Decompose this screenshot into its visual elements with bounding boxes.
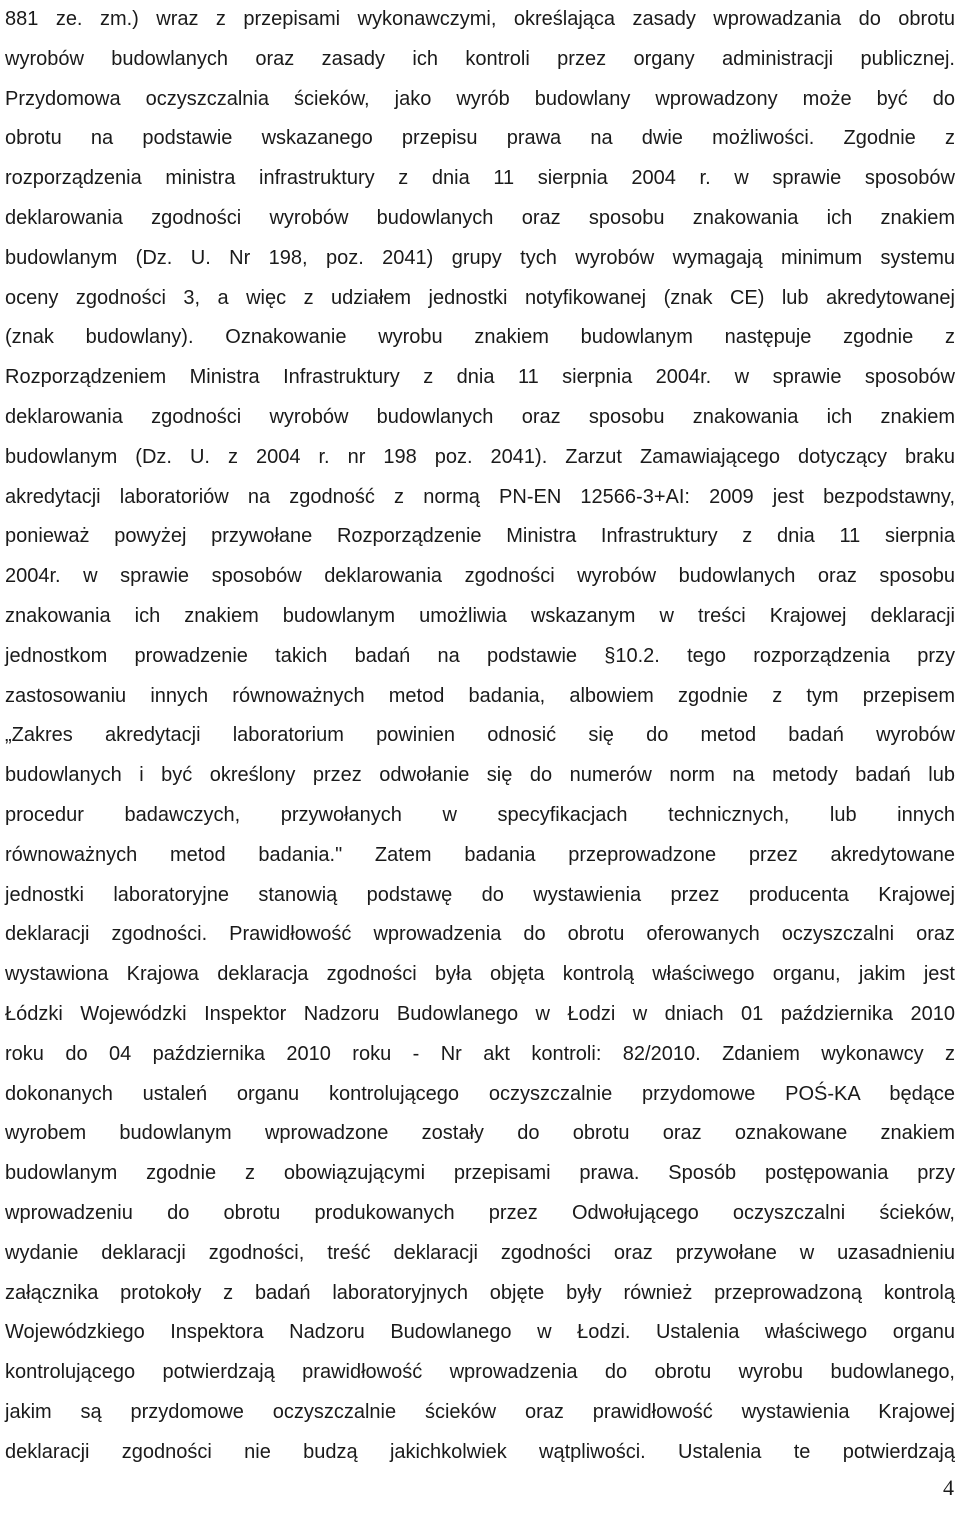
page-number: 4 — [943, 1475, 954, 1500]
text-line: procedur badawczych, przywołanych w specyfikacjach technicznych, lub innych — [5, 803, 955, 826]
text-line: deklaracji zgodności. Prawidłowość wprowadzenia do obrotu oferowanych oczyszczalni oraz — [5, 923, 955, 946]
text-line: (znak budowlany). Oznakowanie wyrobu znakiem budowlanym następuje zgodnie z — [5, 326, 955, 349]
text-line: jednostki laboratoryjne stanowią podstawę do wystawienia przez producenta Krajowej — [5, 883, 955, 906]
text-line: deklarowania zgodności wyrobów budowlanych oraz sposobu znakowania ich znakiem — [5, 206, 955, 229]
text-line: deklaracji zgodności nie budzą jakichkolwiek wątpliwości. Ustalenia te potwierdzają — [5, 1440, 955, 1463]
text-line: 881 ze. zm.) wraz z przepisami wykonawczymi, określająca zasady wprowadzania do obrotu — [5, 8, 955, 30]
text-line: jednostkom prowadzenie takich badań na podstawie §10.2. tego rozporządzenia przy — [5, 644, 955, 667]
text-line: wystawiona Krajowa deklaracja zgodności była objęta kontrolą właściwego organu, jakim jest — [5, 963, 955, 986]
text-line: dokonanych ustaleń organu kontrolującego oczyszczalnie przydomowe POŚ-KA będące — [5, 1082, 955, 1105]
text-line: wyrobem budowlanym wprowadzone zostały do obrotu oraz oznakowane znakiem — [5, 1122, 955, 1145]
text-line: budowlanym (Dz. U. Nr 198, poz. 2041) grupy tych wyrobów wymagają minimum systemu — [5, 246, 955, 269]
text-line: ponieważ powyżej przywołane Rozporządzenie Ministra Infrastruktury z dnia 11 sierpnia — [5, 525, 955, 548]
text-line: budowlanym zgodnie z obowiązującymi przepisami prawa. Sposób postępowania przy — [5, 1162, 955, 1185]
text-line: wyrobów budowlanych oraz zasady ich kontroli przez organy administracji publicznej. — [5, 47, 955, 70]
text-line: Łódzki Wojewódzki Inspektor Nadzoru Budowlanego w Łodzi w dniach 01 października 2010 — [5, 1002, 955, 1025]
text-line: Rozporządzeniem Ministra Infrastruktury z dnia 11 sierpnia 2004r. w sprawie sposobów — [5, 366, 955, 389]
text-line: wprowadzeniu do obrotu produkowanych przez Odwołującego oczyszczalni ścieków, — [5, 1201, 955, 1224]
text-line: akredytacji laboratoriów na zgodność z normą PN-EN 12566-3+AI: 2009 jest bezpodstawny, — [5, 485, 955, 508]
text-line: równoważnych metod badania." Zatem badania przeprowadzone przez akredytowane — [5, 843, 955, 866]
text-line: budowlanych i być określony przez odwołanie się do numerów norm na metody badań lub — [5, 764, 955, 787]
text-line: znakowania ich znakiem budowlanym umożliwia wskazanym w treści Krajowej deklaracji — [5, 604, 955, 627]
text-line: rozporządzenia ministra infrastruktury z dnia 11 sierpnia 2004 r. w sprawie sposobów — [5, 167, 955, 190]
text-line: budowlanym (Dz. U. z 2004 r. nr 198 poz. 2041). Zarzut Zamawiającego dotyczący braku — [5, 445, 955, 468]
text-line: jakim są przydomowe oczyszczalnie ścieków oraz prawidłowość wystawienia Krajowej — [5, 1400, 955, 1423]
text-line: wydanie deklaracji zgodności, treść deklaracji zgodności oraz przywołane w uzasadnieniu — [5, 1241, 955, 1264]
text-line: kontrolującego potwierdzają prawidłowość wprowadzenia do obrotu wyrobu budowlanego, — [5, 1361, 955, 1384]
text-line: Przydomowa oczyszczalnia ścieków, jako wyrób budowlany wprowadzony może być do — [5, 87, 955, 110]
text-line: 2004r. w sprawie sposobów deklarowania zgodności wyrobów budowlanych oraz sposobu — [5, 565, 955, 588]
text-line: załącznika protokoły z badań laboratoryjnych objęte były również przeprowadzoną kontrolą — [5, 1281, 955, 1304]
text-line: Wojewódzkiego Inspektora Nadzoru Budowlanego w Łodzi. Ustalenia właściwego organu — [5, 1321, 955, 1344]
text-line: obrotu na podstawie wskazanego przepisu prawa na dwie możliwości. Zgodnie z — [5, 127, 955, 150]
text-line: roku do 04 października 2010 roku - Nr akt kontroli: 82/2010. Zdaniem wykonawcy z — [5, 1042, 955, 1065]
text-line: oceny zgodności 3, a więc z udziałem jednostki notyfikowanej (znak CE) lub akredytowanej — [5, 286, 955, 309]
text-line: deklarowania zgodności wyrobów budowlanych oraz sposobu znakowania ich znakiem — [5, 405, 955, 428]
text-line: zastosowaniu innych równoważnych metod badania, albowiem zgodnie z tym przepisem — [5, 684, 955, 707]
document-body-text — [5, 0, 955, 1472]
text-line: „Zakres akredytacji laboratorium powinien odnosić się do metod badań wyrobów — [5, 724, 955, 747]
